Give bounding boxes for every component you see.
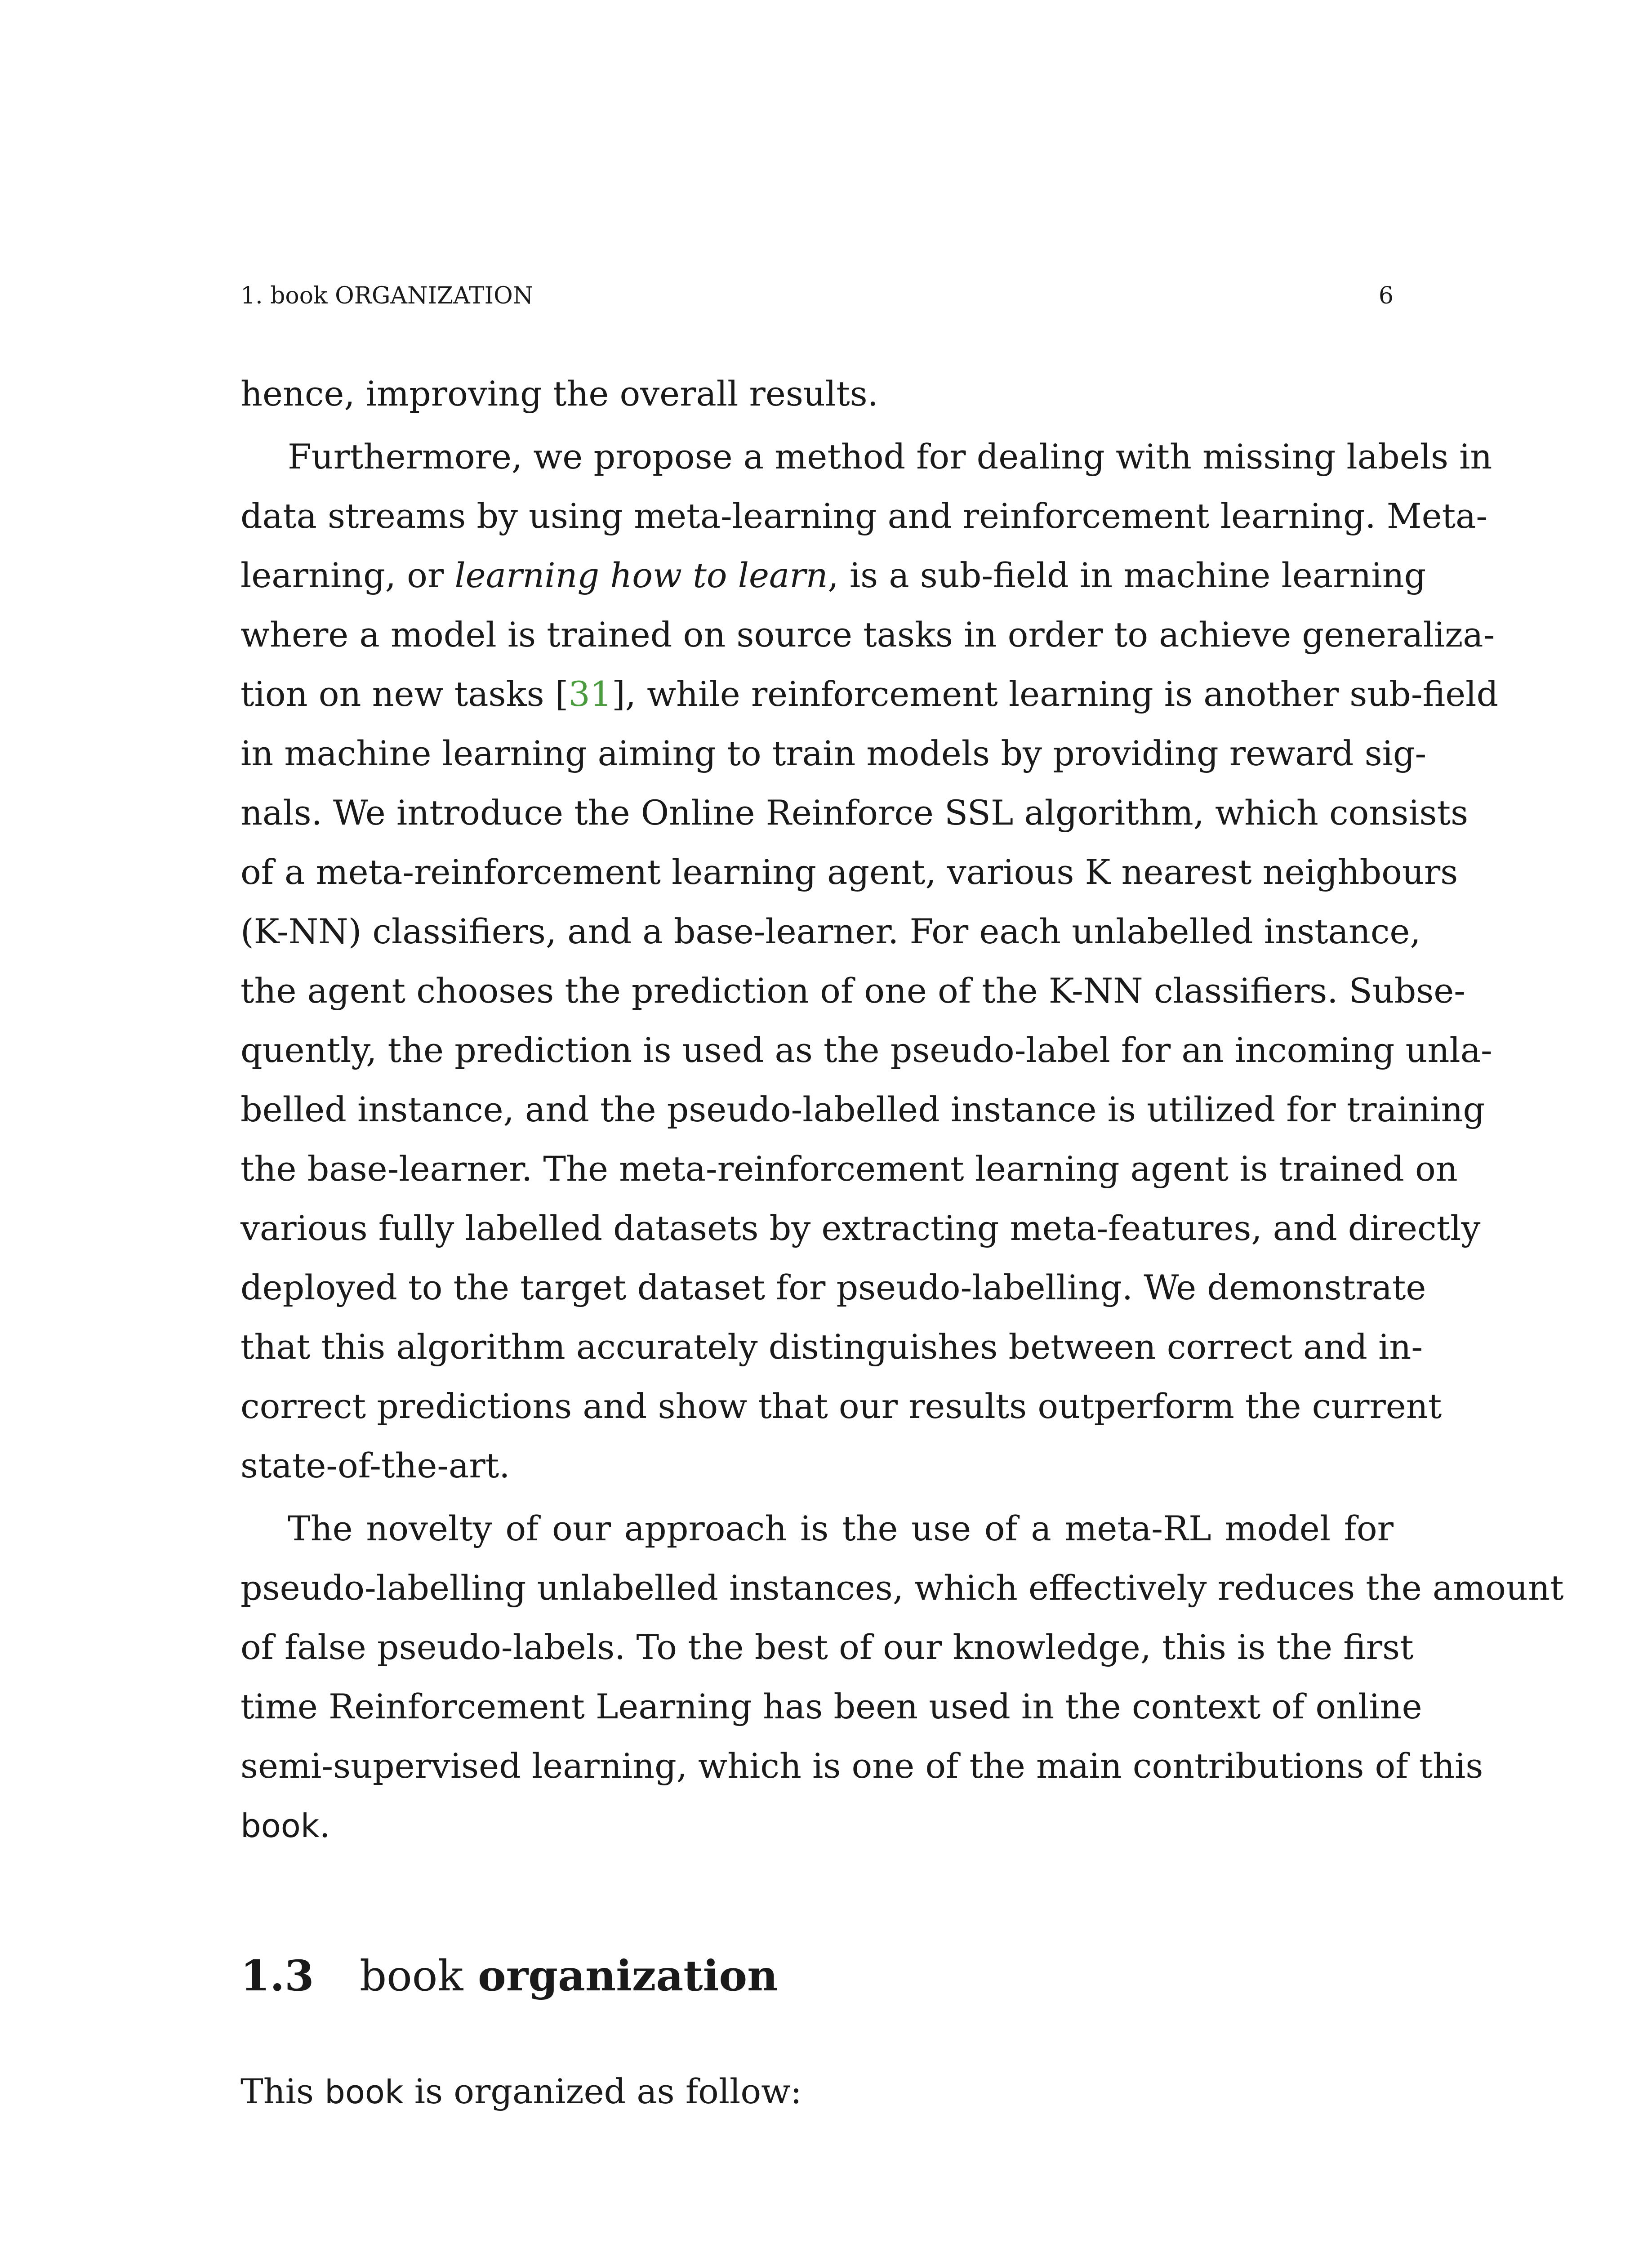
paragraph-line: time Reinforcement Learning has been used in the context of online (240, 1686, 1422, 1726)
paragraph-line: semi-supervised learning, which is one of the main contributions of this (240, 1746, 1483, 1786)
paragraph-line (240, 1796, 1394, 1855)
citation-link[interactable]: 31 (568, 674, 612, 714)
text-run: ], while reinforcement learning is another sub-field (612, 674, 1499, 714)
paragraph-line: of false pseudo-labels. To the best of our knowledge, this is the first (240, 1627, 1414, 1667)
paragraph-line: various fully labelled datasets by extracting meta-features, and directly (240, 1208, 1481, 1248)
paragraph-line: of a meta-reinforcement learning agent, various K nearest neighbours (240, 852, 1458, 892)
running-header (240, 278, 1394, 314)
paragraph-line: (K-NN) classifiers, and a base-learner. For each unlabelled instance, (240, 911, 1421, 951)
substituted-word: book (325, 2073, 404, 2111)
section-number: 1.3 (240, 1951, 314, 2001)
paragraph-line: deployed to the target dataset for pseudo-labelling. We demonstrate (240, 1267, 1426, 1307)
paragraph-line: that this algorithm accurately distinguishes between correct and in- (240, 1327, 1423, 1367)
text-run: This (240, 2071, 325, 2111)
text-run: . (319, 1805, 330, 1845)
section-intro (240, 2062, 1394, 2122)
header-chapter-title: 1. book ORGANIZATION (240, 282, 534, 309)
paragraph-line (240, 665, 1499, 724)
text-run: tion on new tasks [ (240, 674, 569, 714)
paragraph-line: quently, the prediction is used as the pseudo-label for an incoming unla- (240, 1030, 1492, 1070)
section-title-word: book (360, 1952, 463, 2001)
paragraph-line: correct predictions and show that our results outperform the current (240, 1386, 1442, 1426)
paragraph-line: The novelty of our approach is the use of a meta-RL model for (288, 1508, 1394, 1548)
paragraph-line: state-of-the-art. (240, 1445, 510, 1485)
body-text (240, 364, 1564, 1855)
paragraph-line (240, 546, 1426, 605)
text-run: , is a sub-field in machine learning (828, 555, 1426, 595)
paragraph-line: belled instance, and the pseudo-labelled instance is utilized for training (240, 1089, 1485, 1129)
paragraph-line: the agent chooses the prediction of one of the K-NN classifiers. Subse- (240, 971, 1465, 1011)
text-run: is organized as follow: (403, 2071, 802, 2111)
paragraph-line: where a model is trained on source tasks in order to achieve generaliza- (240, 615, 1495, 655)
emphasis-text: learning how to learn (454, 555, 828, 595)
paragraph-line: hence, improving the overall results. (240, 374, 878, 414)
paragraph-line: data streams by using meta-learning and reinforcement learning. Meta- (240, 496, 1488, 536)
section-heading (240, 1947, 1394, 2006)
paragraph-line: pseudo-labelling unlabelled instances, which effectively reduces the amount (240, 1568, 1564, 1608)
section-title: organization (463, 1951, 778, 2001)
text-run: learning, or (240, 555, 455, 595)
header-page-number: 6 (1378, 282, 1394, 309)
paragraph-line: in machine learning aiming to train models by providing reward sig- (240, 733, 1427, 773)
paragraph-line: the base-learner. The meta-reinforcement learning agent is trained on (240, 1149, 1458, 1189)
paragraph-line: Furthermore, we propose a method for dealing with missing labels in (288, 437, 1492, 477)
substituted-word: book (240, 1807, 320, 1845)
paragraph-line: nals. We introduce the Online Reinforce SSL algorithm, which consists (240, 793, 1469, 833)
